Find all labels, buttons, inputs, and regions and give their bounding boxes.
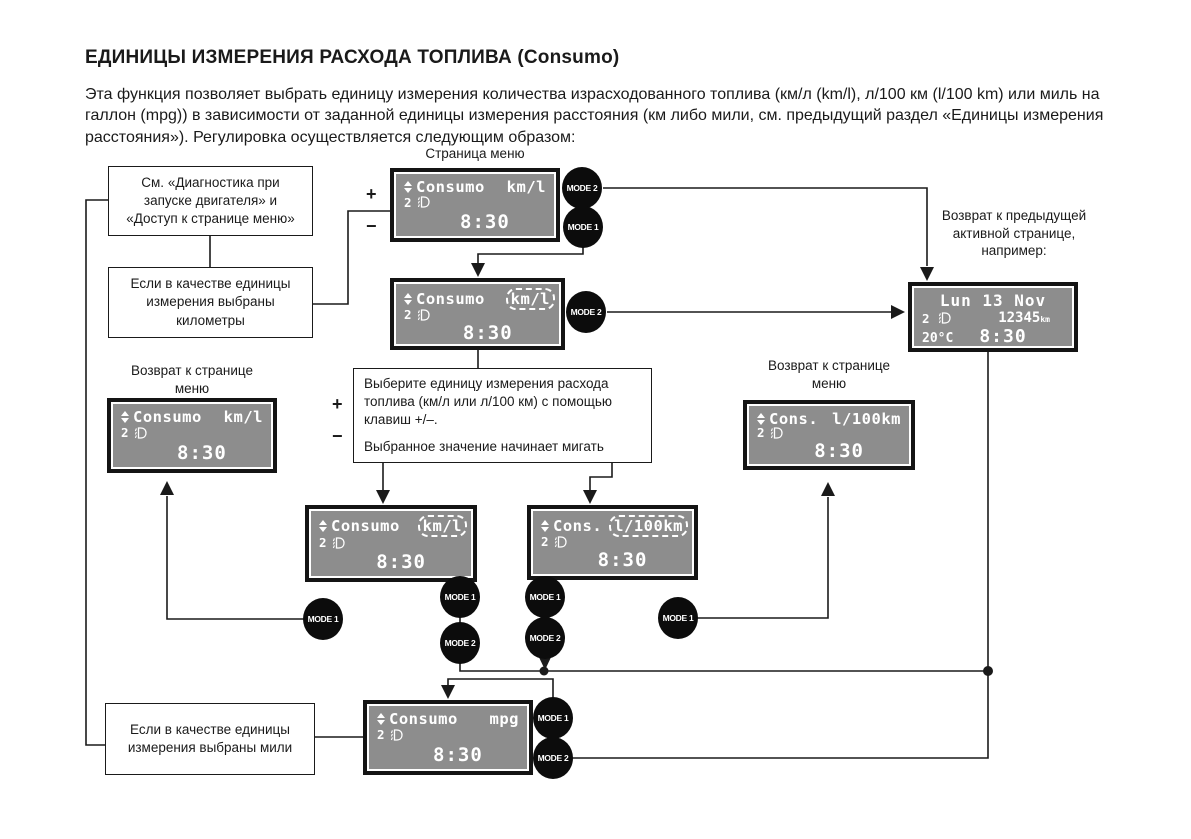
- lcd-return-left: [107, 398, 277, 473]
- lcd-mpg: [363, 700, 533, 775]
- mode1-button-mpg: MODE 1: [533, 697, 573, 739]
- select-instruction-line2: Выбранное значение начинает мигать: [364, 439, 604, 455]
- lcd-clock: 8:30: [433, 744, 483, 766]
- gear-indicator: 2: [404, 194, 412, 210]
- mode2-button-mpg: MODE 2: [533, 737, 573, 779]
- label-menu-page: Страница меню: [425, 146, 525, 161]
- lcd-unit: km/l: [223, 408, 263, 426]
- lcd-clock: 8:30: [177, 442, 227, 464]
- updown-icon: [404, 181, 412, 193]
- plus-key-label: +: [366, 184, 377, 204]
- temperature: 20°C: [922, 331, 954, 346]
- label-return-menu-left: Возврат к странице меню: [130, 363, 254, 396]
- page-title: ЕДИНИЦЫ ИЗМЕРЕНИЯ РАСХОДА ТОПЛИВА (Consumo): [85, 47, 620, 68]
- plus-key-label-2: +: [332, 394, 343, 414]
- mode1-button-flash-l100: MODE 1: [525, 576, 565, 618]
- lcd-flash-l100: [527, 505, 698, 580]
- lcd-function-name: Cons.: [553, 517, 603, 535]
- lcd-return-right: [743, 400, 915, 470]
- headlight-icon: [389, 729, 403, 741]
- headlight-icon: [331, 537, 345, 549]
- headlight-icon: [553, 536, 567, 548]
- headlight-icon: [937, 312, 951, 324]
- gear-indicator: 2: [922, 310, 930, 326]
- mode2-button-flash-kml: MODE 2: [440, 622, 480, 664]
- lcd-unit: mpg: [489, 710, 519, 728]
- lcd-unit: l/100km: [832, 410, 901, 428]
- gear-indicator: 2: [757, 425, 765, 440]
- lcd-flash-kml: [305, 505, 477, 582]
- lcd-unit-flashing: km/l: [506, 288, 555, 310]
- updown-icon: [319, 520, 327, 532]
- lcd-previous-page: [908, 282, 1078, 352]
- box-select-instruction: [353, 368, 652, 463]
- mode1-button-return-right: MODE 1: [658, 597, 698, 639]
- gear-indicator: 2: [541, 534, 549, 549]
- minus-key-label: −: [366, 216, 377, 236]
- odometer-unit: km: [1040, 315, 1050, 324]
- lcd-clock: 8:30: [376, 551, 426, 573]
- lcd-clock: 8:30: [462, 322, 513, 344]
- lcd-function-name: Consumo: [133, 408, 202, 426]
- lcd-function-name: Consumo: [416, 178, 485, 196]
- lcd-unit-flashing: km/l: [418, 515, 467, 537]
- lcd-date: Lun 13 Nov: [939, 291, 1047, 310]
- lcd-menu-flash: [390, 278, 565, 350]
- mode2-button-menu-flash: MODE 2: [566, 291, 606, 333]
- gear-indicator: 2: [121, 425, 129, 440]
- box-see-diagnostics: См. «Диагностика при запуске двигателя» и «Доступ к странице меню»: [108, 166, 313, 236]
- gear-indicator: 2: [319, 535, 327, 550]
- mode1-button-flash-kml: MODE 1: [440, 576, 480, 618]
- mode2-button-flash-l100: MODE 2: [525, 617, 565, 659]
- updown-icon: [121, 411, 129, 423]
- headlight-icon: [416, 196, 430, 208]
- lcd-clock: 8:30: [597, 549, 648, 571]
- updown-icon: [404, 293, 412, 305]
- label-return-menu-right: Возврат к странице меню: [767, 358, 891, 391]
- mode1-button-return-left: MODE 1: [303, 598, 343, 640]
- gear-indicator: 2: [377, 727, 385, 742]
- mode2-button-menu-top: MODE 2: [562, 167, 602, 209]
- updown-icon: [541, 520, 549, 532]
- lcd-clock: 8:30: [979, 326, 1027, 347]
- box-if-kilometers: Если в качестве единицы измерения выбраны километры: [108, 267, 313, 338]
- lcd-function-name: Consumo: [416, 290, 485, 308]
- minus-key-label-2: −: [332, 426, 343, 446]
- lcd-menu-top: [390, 168, 560, 242]
- box-if-miles: Если в качестве единицы измерения выбраны мили: [105, 703, 315, 775]
- gear-indicator: 2: [404, 307, 412, 322]
- odometer-value: 12345: [998, 310, 1041, 326]
- updown-icon: [757, 413, 765, 425]
- headlight-icon: [133, 427, 147, 439]
- headlight-icon: [416, 309, 430, 321]
- intro-paragraph: Эта функция позволяет выбрать единицу измерения количества израсходованного топлива (км/л (km/l), л/100 км (l/100 km) или миль на галлон (mpg)) в зависимости от заданной единицы измерения расстояния (км либо мили, см. предыдущий раздел «Единицы измерения расстояния»). Регулировка осуществляется следующим образом:: [85, 86, 1104, 146]
- select-instruction-line1: Выберите единицу измерения расхода топлива (км/л или л/100 км) с помощью клавиш +/–.: [364, 375, 613, 427]
- headlight-icon: [769, 427, 783, 439]
- lcd-unit: km/l: [506, 178, 546, 196]
- lcd-clock: 8:30: [814, 440, 864, 462]
- lcd-unit-flashing: l/100km: [609, 515, 688, 537]
- lcd-clock: 8:30: [460, 211, 510, 233]
- lcd-function-name: Consumo: [389, 710, 458, 728]
- updown-icon: [377, 713, 385, 725]
- label-return-previous: Возврат к предыдущей активной странице, например:: [941, 208, 1087, 259]
- mode1-button-menu-top: MODE 1: [563, 206, 603, 248]
- lcd-function-name: Consumo: [331, 517, 400, 535]
- lcd-function-name: Cons.: [769, 410, 819, 428]
